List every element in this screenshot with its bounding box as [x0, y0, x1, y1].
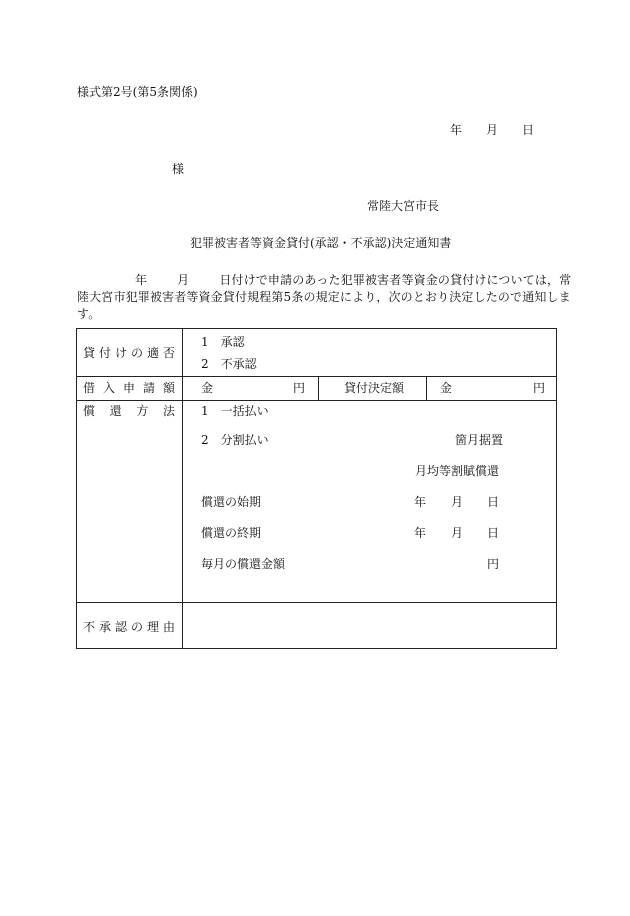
start-day: 日 [487, 495, 500, 509]
issuer: 常陸大宮市長 [367, 199, 440, 213]
start-month: 月 [451, 495, 464, 509]
loan-request-prefix: 金 [201, 381, 214, 395]
date-year: 年 [450, 123, 463, 137]
decision-amount-prefix: 金 [440, 381, 453, 395]
option-reject: 2 不承認 [201, 357, 257, 371]
decision-table [76, 328, 557, 649]
start-year: 年 [414, 495, 427, 509]
form-number: 様式第2号(第5条関係) [77, 85, 198, 99]
monthly-equal-repayment: 月均等割賦償還 [415, 464, 500, 478]
end-month: 月 [451, 526, 464, 540]
monthly-amount-label: 毎月の償還金額 [201, 557, 286, 571]
date-month: 月 [486, 123, 499, 137]
monthly-amount-yen: 円 [487, 557, 500, 571]
option-approve: 1 承認 [201, 335, 245, 349]
lump-sum-option: 1 一括払い [201, 404, 269, 418]
date-day: 日 [522, 123, 535, 137]
body-line2: 陸大宮市犯罪被害者等資金貸付規程第5条の規定により，次のとおり決定したので通知しま [77, 290, 571, 304]
grace-period: 箇月据置 [455, 433, 504, 447]
rejection-reason-label: 不承認の理由 [83, 620, 175, 634]
end-year: 年 [414, 526, 427, 540]
body-line3: す。 [77, 307, 101, 321]
body-year: 年 [135, 273, 148, 287]
decision-amount-label: 貸付決定額 [344, 381, 405, 395]
addressee-suffix: 様 [172, 162, 185, 176]
decision-amount-yen: 円 [533, 381, 546, 395]
approval-label: 貸付けの適否 [83, 346, 175, 360]
repayment-start-label: 償還の始期 [201, 495, 262, 509]
loan-request-yen: 円 [293, 381, 306, 395]
repayment-end-label: 償還の終期 [201, 526, 262, 540]
loan-request-label: 借入申請額 [83, 381, 175, 395]
end-day: 日 [487, 526, 500, 540]
body-month: 月 [177, 273, 190, 287]
body-paragraph [77, 272, 572, 323]
repayment-label: 償還方法 [83, 404, 175, 418]
document-title: 犯罪被害者等資金貸付(承認・不承認)決定通知書 [190, 236, 452, 250]
body-line1-text: 日付けで申請のあった犯罪被害者等資金の貸付けについては，常 [219, 273, 572, 287]
installment-option: 2 分割払い [201, 433, 269, 447]
